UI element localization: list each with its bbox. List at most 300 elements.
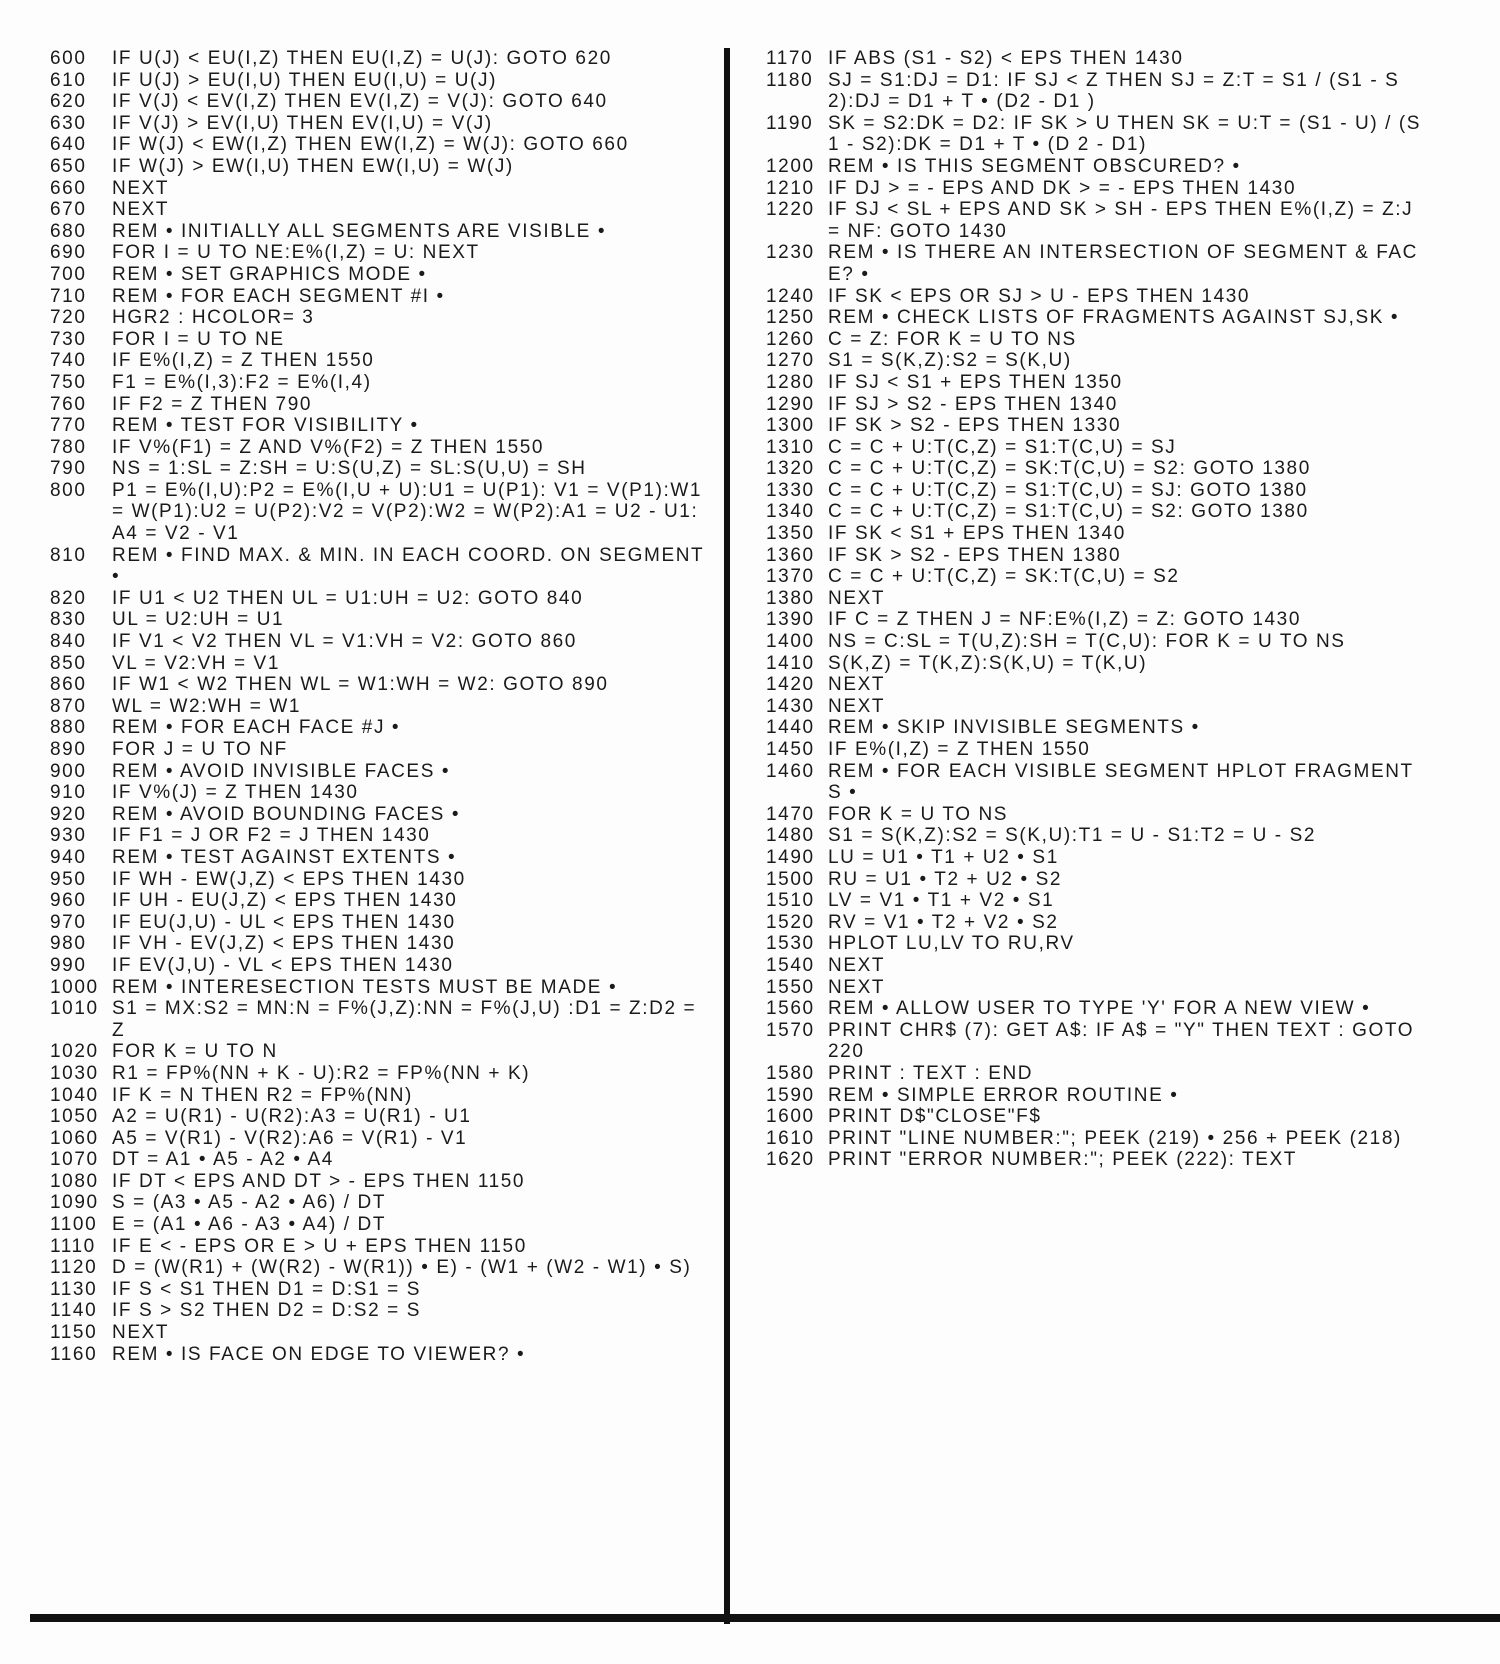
line-number: 1190	[766, 112, 814, 134]
line-code: REM • AVOID INVISIBLE FACES •	[112, 760, 451, 782]
line-code: SJ = S1:DJ = D1: IF SJ < Z THEN SJ = Z:T = S1 / (S1 - S2):DJ = D1 + T • (D2 - D1 )	[828, 69, 1400, 113]
code-line	[50, 933, 710, 955]
line-number: 610	[50, 69, 87, 91]
code-line	[50, 329, 710, 351]
line-number: 1330	[766, 479, 815, 501]
code-line	[766, 156, 1426, 178]
line-number: 1620	[766, 1149, 815, 1171]
code-line	[766, 1085, 1426, 1107]
line-number: 1290	[766, 393, 815, 415]
line-code: E = (A1 • A6 - A3 • A4) / DT	[112, 1214, 387, 1236]
line-code: REM • TEST AGAINST EXTENTS •	[112, 846, 457, 868]
code-line	[50, 1322, 710, 1344]
line-number: 700	[50, 263, 87, 285]
line-number: 720	[50, 307, 87, 329]
line-code: REM • SKIP INVISIBLE SEGMENTS •	[828, 717, 1200, 739]
line-code: IF SK < EPS OR SJ > U - EPS THEN 1430	[828, 285, 1251, 307]
line-number: 660	[50, 177, 87, 199]
code-line	[50, 372, 710, 394]
line-code: C = C + U:T(C,Z) = S1:T(C,U) = S2: GOTO 1380	[828, 501, 1309, 523]
line-number: 1270	[766, 350, 815, 372]
code-line	[766, 242, 1426, 285]
line-number: 740	[50, 350, 87, 372]
code-line	[766, 653, 1426, 675]
code-line	[50, 545, 710, 588]
line-code: IF K = N THEN R2 = FP%(NN)	[112, 1084, 413, 1106]
line-number: 1060	[50, 1127, 99, 1149]
code-line	[50, 761, 710, 783]
code-line	[50, 890, 710, 912]
line-number: 950	[50, 868, 87, 890]
code-line	[50, 739, 710, 761]
code-line	[766, 70, 1426, 113]
line-code: S1 = S(K,Z):S2 = S(K,U):T1 = U - S1:T2 = U - S2	[828, 825, 1317, 847]
line-number: 1050	[50, 1106, 99, 1128]
line-number: 1590	[766, 1084, 815, 1106]
line-code: IF V%(J) = Z THEN 1430	[112, 782, 359, 804]
line-number: 780	[50, 436, 87, 458]
line-code: IF U1 < U2 THEN UL = U1:UH = U2: GOTO 840	[112, 587, 584, 609]
code-line	[50, 437, 710, 459]
line-number: 1080	[50, 1170, 99, 1192]
line-code: IF ABS (S1 - S2) < EPS THEN 1430	[828, 48, 1184, 69]
code-line	[766, 458, 1426, 480]
line-number: 970	[50, 911, 87, 933]
code-line	[766, 566, 1426, 588]
code-line	[766, 545, 1426, 567]
line-number: 1570	[766, 1019, 815, 1041]
line-number: 870	[50, 695, 87, 717]
line-code: IF U(J) > EU(I,U) THEN EU(I,U) = U(J)	[112, 69, 498, 91]
line-code: IF UH - EU(J,Z) < EPS THEN 1430	[112, 890, 458, 912]
code-line	[50, 70, 710, 92]
line-code: C = C + U:T(C,Z) = S1:T(C,U) = SJ	[828, 436, 1177, 458]
line-code: IF DJ > = - EPS AND DK > = - EPS THEN 1430	[828, 177, 1297, 199]
code-line	[766, 329, 1426, 351]
line-number: 1460	[766, 760, 815, 782]
code-line	[50, 804, 710, 826]
line-code: S1 = MX:S2 = MN:N = F%(J,Z):NN = F%(J,U) :D1 = Z:D2 = Z	[112, 998, 704, 1041]
code-line	[766, 847, 1426, 869]
code-line	[766, 178, 1426, 200]
line-code: REM • SET GRAPHICS MODE •	[112, 263, 427, 285]
code-line	[50, 717, 710, 739]
code-line	[50, 1300, 710, 1322]
line-number: 730	[50, 328, 87, 350]
line-code: RU = U1 • T2 + U2 • S2	[828, 868, 1063, 890]
code-line	[50, 48, 710, 70]
code-line	[50, 480, 710, 545]
line-number: 1040	[50, 1084, 99, 1106]
line-code: IF W(J) > EW(I,U) THEN EW(I,U) = W(J)	[112, 155, 514, 177]
line-number: 1220	[766, 199, 815, 221]
line-number: 790	[50, 458, 87, 480]
code-line	[50, 1128, 710, 1150]
line-code: IF U(J) < EU(I,Z) THEN EU(I,Z) = U(J): GOTO 620	[112, 48, 612, 69]
line-code: REM • INITIALLY ALL SEGMENTS ARE VISIBLE •	[112, 220, 607, 242]
line-code: C = C + U:T(C,Z) = S1:T(C,U) = SJ: GOTO 1380	[828, 479, 1308, 501]
line-number: 670	[50, 199, 87, 221]
line-number: 1150	[50, 1322, 98, 1344]
line-code: REM • CHECK LISTS OF FRAGMENTS AGAINST SJ,SK •	[828, 307, 1400, 329]
code-line	[766, 113, 1426, 156]
line-number: 710	[50, 285, 87, 307]
line-number: 750	[50, 371, 87, 393]
line-number: 820	[50, 587, 87, 609]
line-number: 1500	[766, 868, 815, 890]
line-code: REM • IS THERE AN INTERSECTION OF SEGMENT & FACE? •	[828, 242, 1418, 285]
line-code: FOR I = U TO NE:E%(I,Z) = U: NEXT	[112, 242, 480, 264]
line-code: IF SJ < S1 + EPS THEN 1350	[828, 371, 1123, 393]
line-number: 1160	[50, 1343, 98, 1365]
line-code: IF W(J) < EW(I,Z) THEN EW(I,Z) = W(J): GOTO 660	[112, 134, 629, 156]
line-code: C = Z: FOR K = U TO NS	[828, 328, 1077, 350]
line-code: HPLOT LU,LV TO RU,RV	[828, 933, 1075, 955]
line-code: FOR J = U TO NF	[112, 739, 288, 760]
line-code: S = (A3 • A5 - A2 • A6) / DT	[112, 1192, 387, 1214]
line-number: 1550	[766, 976, 815, 998]
code-line	[50, 156, 710, 178]
line-code: REM • FOR EACH VISIBLE SEGMENT HPLOT FRAGMENTS •	[828, 760, 1414, 804]
code-line	[766, 933, 1426, 955]
line-number: 1480	[766, 825, 815, 847]
line-code: IF V(J) > EV(I,U) THEN EV(I,U) = V(J)	[112, 112, 493, 134]
line-number: 990	[50, 954, 87, 976]
line-number: 1140	[50, 1300, 98, 1322]
line-number: 1420	[766, 674, 815, 696]
line-code: LV = V1 • T1 + V2 • S1	[828, 890, 1055, 912]
code-line	[766, 674, 1426, 696]
line-number: 800	[50, 479, 87, 501]
line-code: REM • SIMPLE ERROR ROUTINE •	[828, 1084, 1179, 1106]
line-number: 850	[50, 652, 87, 674]
line-number: 630	[50, 112, 87, 134]
bottom-rule	[30, 1614, 1500, 1622]
line-code: A2 = U(R1) - U(R2):A3 = U(R1) - U1	[112, 1106, 472, 1128]
line-number: 1360	[766, 544, 815, 566]
line-number: 1510	[766, 890, 815, 912]
line-number: 1370	[766, 566, 815, 588]
line-code: FOR K = U TO N	[112, 1041, 278, 1063]
code-line	[50, 653, 710, 675]
line-number: 810	[50, 544, 87, 566]
code-line	[50, 134, 710, 156]
code-line	[50, 307, 710, 329]
line-code: NEXT	[828, 976, 886, 998]
code-line	[50, 394, 710, 416]
line-code: REM • FIND MAX. & MIN. IN EACH COORD. ON SEGMENT •	[112, 544, 711, 588]
line-code: PRINT : TEXT : END	[828, 1062, 1034, 1084]
line-code: C = C + U:T(C,Z) = SK:T(C,U) = S2	[828, 566, 1180, 588]
line-code: F1 = E%(I,3):F2 = E%(I,4)	[112, 371, 372, 393]
line-number: 600	[50, 48, 87, 69]
code-line	[50, 199, 710, 221]
code-line	[766, 350, 1426, 372]
line-number: 1280	[766, 371, 815, 393]
line-number: 1170	[766, 48, 814, 69]
code-line	[50, 264, 710, 286]
line-code: IF V(J) < EV(I,Z) THEN EV(I,Z) = V(J): GOTO 640	[112, 91, 608, 113]
line-code: IF F2 = Z THEN 790	[112, 393, 313, 415]
code-line	[50, 825, 710, 847]
code-line	[50, 1063, 710, 1085]
line-code: IF E%(I,Z) = Z THEN 1550	[828, 739, 1091, 760]
code-line	[50, 588, 710, 610]
line-code: REM • ALLOW USER TO TYPE 'Y' FOR A NEW VIEW •	[828, 998, 1371, 1020]
line-code: RV = V1 • T2 + V2 • S2	[828, 911, 1059, 933]
code-line	[50, 178, 710, 200]
code-line	[50, 1344, 710, 1366]
code-line	[766, 804, 1426, 826]
line-number: 930	[50, 825, 87, 847]
line-code: R1 = FP%(NN + K - U):R2 = FP%(NN + K)	[112, 1062, 531, 1084]
code-line	[766, 415, 1426, 437]
line-number: 1310	[766, 436, 815, 458]
line-number: 1200	[766, 155, 815, 177]
code-line	[766, 977, 1426, 999]
code-line	[50, 782, 710, 804]
line-code: IF S > S2 THEN D2 = D:S2 = S	[112, 1300, 421, 1322]
code-line	[50, 998, 710, 1041]
code-line	[766, 890, 1426, 912]
line-number: 910	[50, 782, 87, 804]
code-line	[766, 48, 1426, 70]
line-code: FOR I = U TO NE	[112, 328, 285, 350]
line-code: S1 = S(K,Z):S2 = S(K,U)	[828, 350, 1072, 372]
code-line	[50, 286, 710, 308]
line-number: 1520	[766, 911, 815, 933]
line-code: NEXT	[112, 199, 170, 221]
code-line	[766, 523, 1426, 545]
line-code: LU = U1 • T1 + U2 • S1	[828, 846, 1059, 868]
line-number: 1600	[766, 1106, 815, 1128]
line-number: 690	[50, 242, 87, 264]
line-number: 920	[50, 803, 87, 825]
line-number: 1540	[766, 954, 815, 976]
code-line	[50, 1149, 710, 1171]
line-code: IF EU(J,U) - UL < EPS THEN 1430	[112, 911, 456, 933]
code-line	[50, 1257, 710, 1279]
line-code: REM • AVOID BOUNDING FACES •	[112, 803, 461, 825]
code-line	[766, 739, 1426, 761]
line-code: IF VH - EV(J,Z) < EPS THEN 1430	[112, 933, 456, 955]
code-line	[766, 869, 1426, 891]
line-number: 1020	[50, 1041, 99, 1063]
line-number: 900	[50, 760, 87, 782]
line-number: 830	[50, 609, 87, 631]
line-number: 650	[50, 155, 87, 177]
code-line	[766, 588, 1426, 610]
line-number: 1100	[50, 1214, 98, 1236]
code-line	[50, 113, 710, 135]
line-number: 770	[50, 415, 87, 437]
line-number: 1340	[766, 501, 815, 523]
column-divider	[724, 48, 730, 1624]
line-number: 640	[50, 134, 87, 156]
code-line	[766, 372, 1426, 394]
code-line	[766, 696, 1426, 718]
line-number: 1000	[50, 976, 99, 998]
line-code: IF E < - EPS OR E > U + EPS THEN 1150	[112, 1235, 527, 1257]
line-number: 860	[50, 674, 87, 696]
code-line	[50, 458, 710, 480]
line-number: 1070	[50, 1149, 99, 1171]
line-code: IF SK > S2 - EPS THEN 1380	[828, 544, 1122, 566]
code-line	[50, 1214, 710, 1236]
line-number: 620	[50, 91, 87, 113]
line-number: 1430	[766, 695, 815, 717]
line-number: 840	[50, 631, 87, 653]
code-line	[50, 912, 710, 934]
line-number: 1240	[766, 285, 815, 307]
line-code: NEXT	[828, 587, 886, 609]
line-code: NEXT	[828, 674, 886, 696]
line-number: 760	[50, 393, 87, 415]
line-number: 1320	[766, 458, 815, 480]
code-line	[766, 998, 1426, 1020]
line-code: IF WH - EW(J,Z) < EPS THEN 1430	[112, 868, 466, 890]
line-code: P1 = E%(I,U):P2 = E%(I,U + U):U1 = U(P1): V1 = V(P1):W1 = W(P1):U2 = U(P2):V2 = V(P2):W2 = W(P2):A1 = U2 - U1:A4 = V2 - V1	[112, 479, 709, 545]
line-code: VL = V2:VH = V1	[112, 652, 280, 674]
code-line	[766, 761, 1426, 804]
code-line	[766, 1020, 1426, 1063]
code-line	[50, 1041, 710, 1063]
line-code: IF E%(I,Z) = Z THEN 1550	[112, 350, 375, 372]
line-code: IF V%(F1) = Z AND V%(F2) = Z THEN 1550	[112, 436, 545, 458]
line-number: 1530	[766, 933, 815, 955]
code-line	[50, 1192, 710, 1214]
line-number: 1350	[766, 523, 815, 545]
line-code: IF S < S1 THEN D1 = D:S1 = S	[112, 1278, 421, 1300]
line-number: 1250	[766, 307, 815, 329]
line-code: A5 = V(R1) - V(R2):A6 = V(R1) - V1	[112, 1127, 468, 1149]
line-number: 1560	[766, 998, 815, 1020]
code-line	[50, 1171, 710, 1193]
line-number: 1130	[50, 1278, 98, 1300]
line-number: 1440	[766, 717, 815, 739]
code-line	[766, 1063, 1426, 1085]
line-code: IF C = Z THEN J = NF:E%(I,Z) = Z: GOTO 1430	[828, 609, 1301, 631]
line-number: 1470	[766, 803, 815, 825]
line-code: REM • FOR EACH SEGMENT #I •	[112, 285, 445, 307]
line-code: PRINT "ERROR NUMBER:"; PEEK (222): TEXT	[828, 1149, 1297, 1171]
line-code: UL = U2:UH = U1	[112, 609, 285, 631]
code-line	[50, 696, 710, 718]
code-line	[50, 674, 710, 696]
line-code: NS = C:SL = T(U,Z):SH = T(C,U): FOR K = U TO NS	[828, 631, 1346, 653]
line-code: NS = 1:SL = Z:SH = U:S(U,Z) = SL:S(U,U) = SH	[112, 458, 587, 480]
code-line	[766, 286, 1426, 308]
line-number: 1580	[766, 1062, 815, 1084]
line-number: 1090	[50, 1192, 99, 1214]
line-code: REM • TEST FOR VISIBILITY •	[112, 415, 419, 437]
line-code: D = (W(R1) + (W(R2) - W(R1)) • E) - (W1 + (W2 - W1) • S)	[112, 1257, 692, 1279]
line-code: REM • FOR EACH FACE #J •	[112, 717, 401, 739]
code-line	[50, 221, 710, 243]
line-code: NEXT	[828, 954, 886, 976]
line-code: HGR2 : HCOLOR= 3	[112, 307, 315, 329]
line-number: 1120	[50, 1257, 98, 1279]
line-number: 1180	[766, 69, 814, 91]
code-line	[50, 847, 710, 869]
code-line	[50, 91, 710, 113]
code-line	[766, 825, 1426, 847]
line-number: 1490	[766, 846, 815, 868]
code-line	[766, 631, 1426, 653]
code-line	[50, 609, 710, 631]
code-line	[50, 977, 710, 999]
code-line	[766, 1149, 1426, 1171]
line-code: IF F1 = J OR F2 = J THEN 1430	[112, 825, 431, 847]
line-number: 1210	[766, 177, 815, 199]
line-code: NEXT	[112, 177, 170, 199]
line-code: NEXT	[828, 695, 886, 717]
line-number: 1230	[766, 242, 815, 264]
code-line	[766, 1128, 1426, 1150]
line-code: REM • IS FACE ON EDGE TO VIEWER? •	[112, 1343, 526, 1365]
code-line	[50, 242, 710, 264]
line-number: 940	[50, 846, 87, 868]
code-line	[766, 394, 1426, 416]
code-line	[766, 955, 1426, 977]
line-code: PRINT D$"CLOSE"F$	[828, 1106, 1042, 1128]
code-line	[766, 480, 1426, 502]
line-number: 1450	[766, 739, 815, 760]
line-code: SK = S2:DK = D2: IF SK > U THEN SK = U:T = (S1 - U) / (S1 - S2):DK = D1 + T • (D 2 - D1)	[828, 112, 1422, 156]
code-line	[50, 869, 710, 891]
line-code: IF SJ > S2 - EPS THEN 1340	[828, 393, 1118, 415]
line-code: IF V1 < V2 THEN VL = V1:VH = V2: GOTO 860	[112, 631, 577, 653]
line-code: REM • INTERESECTION TESTS MUST BE MADE •	[112, 976, 618, 998]
listing-column-left	[50, 48, 710, 1365]
line-code: IF EV(J,U) - VL < EPS THEN 1430	[112, 954, 454, 976]
code-line	[50, 1236, 710, 1258]
code-line	[50, 415, 710, 437]
line-number: 1030	[50, 1062, 99, 1084]
code-line	[766, 199, 1426, 242]
line-number: 1300	[766, 415, 815, 437]
code-line	[50, 1106, 710, 1128]
code-line	[766, 307, 1426, 329]
code-line	[50, 1085, 710, 1107]
line-code: WL = W2:WH = W1	[112, 695, 302, 717]
line-code: IF SK > S2 - EPS THEN 1330	[828, 415, 1122, 437]
line-number: 1400	[766, 631, 815, 653]
line-code: IF W1 < W2 THEN WL = W1:WH = W2: GOTO 890	[112, 674, 609, 696]
line-code: REM • IS THIS SEGMENT OBSCURED? •	[828, 155, 1241, 177]
line-code: DT = A1 • A5 - A2 • A4	[112, 1149, 334, 1171]
line-number: 1260	[766, 328, 815, 350]
code-line	[766, 1106, 1426, 1128]
code-line	[50, 631, 710, 653]
listing-column-right	[766, 48, 1426, 1171]
code-line	[50, 350, 710, 372]
line-code: C = C + U:T(C,Z) = SK:T(C,U) = S2: GOTO 1380	[828, 458, 1311, 480]
line-number: 960	[50, 890, 87, 912]
line-number: 980	[50, 933, 87, 955]
line-code: IF SJ < SL + EPS AND SK > SH - EPS THEN E%(I,Z) = Z:J = NF: GOTO 1430	[828, 199, 1421, 242]
line-number: 1110	[50, 1235, 96, 1257]
line-number: 1010	[50, 998, 99, 1020]
line-code: IF DT < EPS AND DT > - EPS THEN 1150	[112, 1170, 526, 1192]
code-line	[766, 501, 1426, 523]
line-code: IF SK < S1 + EPS THEN 1340	[828, 523, 1126, 545]
code-line	[50, 1279, 710, 1301]
line-number: 680	[50, 220, 87, 242]
code-line	[50, 955, 710, 977]
line-number: 1610	[766, 1127, 815, 1149]
line-number: 1390	[766, 609, 815, 631]
